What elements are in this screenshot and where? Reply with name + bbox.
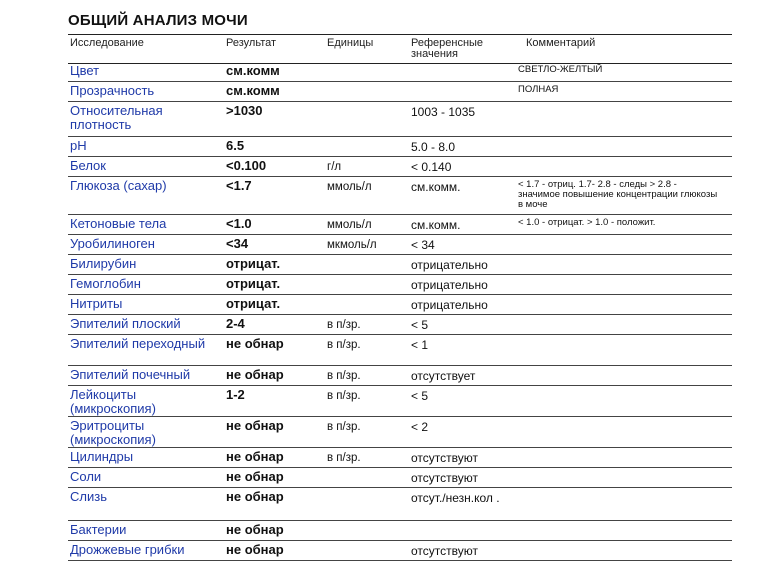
- test-units: в п/зр.: [327, 339, 361, 351]
- test-result: не обнар: [226, 367, 284, 382]
- test-reference: < 5: [411, 318, 429, 332]
- test-units: в п/зр.: [327, 421, 361, 433]
- table-row: [68, 235, 732, 255]
- test-result: <0.100: [226, 158, 267, 173]
- test-units: в п/зр.: [327, 452, 361, 464]
- test-name: Билирубин: [70, 256, 137, 271]
- test-comment: СВЕТЛО-ЖЕЛТЫЙ: [518, 64, 603, 75]
- test-result: отрицат.: [226, 256, 281, 271]
- test-result: 6.5: [226, 138, 245, 153]
- test-units: ммоль/л: [327, 181, 372, 193]
- table-row: [68, 417, 732, 448]
- test-reference: отсутствует: [411, 369, 476, 383]
- test-result: см.комм: [226, 63, 280, 78]
- test-name: Эритроциты (микроскопия): [70, 418, 156, 447]
- test-reference: отсутствуют: [411, 451, 478, 465]
- test-reference: < 5: [411, 389, 429, 403]
- test-units: в п/зр.: [327, 390, 361, 402]
- test-name: Глюкоза (сахар): [70, 178, 167, 193]
- test-result: отрицат.: [226, 276, 281, 291]
- test-result: не обнар: [226, 469, 284, 484]
- test-name: Уробилиноген: [70, 236, 155, 251]
- table-row: [68, 157, 732, 177]
- header-reference: Референсные значения: [411, 37, 484, 60]
- test-reference: отсутствуют: [411, 471, 478, 485]
- test-reference: отрицательно: [411, 298, 488, 312]
- test-reference: < 1: [411, 338, 429, 352]
- table-row: [68, 295, 732, 315]
- test-name: Эпителий переходный: [70, 336, 206, 351]
- table-row: [68, 315, 732, 335]
- test-reference: < 2: [411, 420, 429, 434]
- test-result: >1030: [226, 103, 263, 118]
- test-name: Лейкоциты (микроскопия): [70, 387, 156, 416]
- test-units: в п/зр.: [327, 370, 361, 382]
- test-result: не обнар: [226, 489, 284, 504]
- table-row: [68, 488, 732, 521]
- table-row: [68, 366, 732, 386]
- table-row: [68, 386, 732, 417]
- test-units: ммоль/л: [327, 219, 372, 231]
- test-units: мкмоль/л: [327, 239, 377, 251]
- test-comment: < 1.0 - отрицат. > 1.0 - положит.: [518, 217, 656, 228]
- test-reference: см.комм.: [411, 218, 461, 232]
- table-row: [68, 448, 732, 468]
- test-name: Нитриты: [70, 296, 123, 311]
- test-name: Относительная плотность: [70, 103, 163, 132]
- test-units: в п/зр.: [327, 319, 361, 331]
- table-row: [68, 215, 732, 235]
- test-name: Эпителий плоский: [70, 316, 181, 331]
- test-reference: отрицательно: [411, 278, 488, 292]
- table-header: [68, 34, 732, 64]
- table-row: [68, 102, 732, 137]
- header-test: Исследование: [70, 37, 144, 49]
- test-name: Слизь: [70, 489, 107, 504]
- test-result: не обнар: [226, 542, 284, 557]
- table-row: [68, 177, 732, 215]
- test-result: <1.0: [226, 216, 252, 231]
- test-name: Цилиндры: [70, 449, 134, 464]
- test-name: Гемоглобин: [70, 276, 141, 291]
- page-title: ОБЩИЙ АНАЛИЗ МОЧИ: [68, 12, 248, 29]
- test-result: 1-2: [226, 387, 245, 402]
- test-reference: < 0.140: [411, 160, 452, 174]
- test-result: <34: [226, 236, 249, 251]
- test-name: Дрожжевые грибки: [70, 542, 185, 557]
- test-comment: < 1.7 - отриц. 1.7- 2.8 - следы > 2.8 - значимое повышение концентрации глюкозы в моче: [518, 179, 718, 210]
- table-row: [68, 275, 732, 295]
- test-result: отрицат.: [226, 296, 281, 311]
- test-reference: см.комм.: [411, 180, 461, 194]
- table-row: [68, 521, 732, 541]
- test-name: Прозрачность: [70, 83, 155, 98]
- test-result: не обнар: [226, 449, 284, 464]
- test-reference: отсутствуют: [411, 544, 478, 558]
- table-row: [68, 82, 732, 102]
- table-row: [68, 335, 732, 366]
- test-result: не обнар: [226, 418, 284, 433]
- test-result: <1.7: [226, 178, 252, 193]
- header-comment: Комментарий: [526, 37, 596, 49]
- test-name: Эпителий почечный: [70, 367, 191, 382]
- table-row: [68, 137, 732, 157]
- test-reference: отсут./незн.кол .: [411, 491, 500, 505]
- test-comment: ПОЛНАЯ: [518, 84, 559, 95]
- test-reference: отрицательно: [411, 258, 488, 272]
- table-row: [68, 62, 732, 82]
- test-reference: 1003 - 1035: [411, 105, 476, 119]
- table-row: [68, 468, 732, 488]
- test-result: не обнар: [226, 336, 284, 351]
- test-name: Цвет: [70, 63, 100, 78]
- test-units: г/л: [327, 161, 342, 173]
- test-name: Соли: [70, 469, 102, 484]
- header-result: Результат: [226, 37, 277, 49]
- test-name: Кетоновые тела: [70, 216, 167, 231]
- test-reference: < 34: [411, 238, 435, 252]
- table-row: [68, 541, 732, 561]
- test-result: 2-4: [226, 316, 245, 331]
- test-name: pH: [70, 138, 87, 153]
- results-table: [68, 62, 732, 561]
- table-row: [68, 255, 732, 275]
- test-name: Бактерии: [70, 522, 127, 537]
- header-units: Единицы: [327, 37, 374, 49]
- test-name: Белок: [70, 158, 106, 173]
- test-result: см.комм: [226, 83, 280, 98]
- test-reference: 5.0 - 8.0: [411, 140, 456, 154]
- test-result: не обнар: [226, 522, 284, 537]
